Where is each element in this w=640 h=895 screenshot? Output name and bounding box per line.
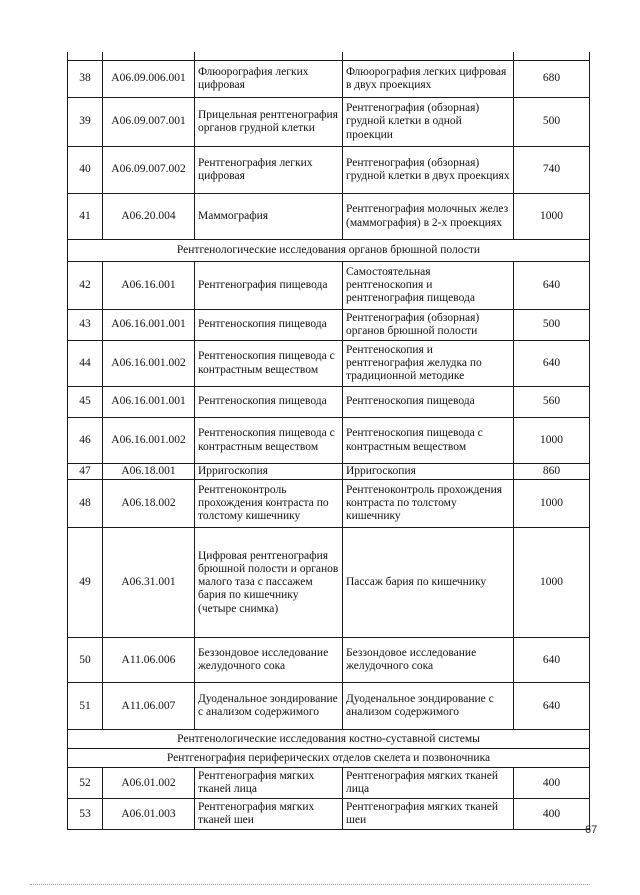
service-price: 640 [514,341,590,387]
service-description: Рентгеноконтроль прохождения контраста по толстому кишечнику [343,480,514,528]
service-price: 1000 [514,528,590,638]
service-code: A06.18.001 [103,464,195,480]
service-description: Рентгенография молочных желез (маммография) в 2-х проекциях [343,194,514,240]
service-code: A06.01.002 [103,768,195,799]
service-name: Ирригоскопия [195,464,343,480]
service-description: Пассаж бария по кишечнику [343,528,514,638]
service-price: 680 [514,61,590,98]
service-price: 500 [514,98,590,147]
service-name: Флюорография легких цифровая [195,61,343,98]
service-name: Цифровая рентгенография брюшной полости и органов малого таза с пассажем бария по кишечнику (четыре снимка) [195,528,343,638]
service-code: A11.06.007 [103,683,195,730]
table-row [68,528,590,638]
row-number: 38 [68,61,103,98]
page-number: 67 [585,824,598,836]
service-description: Рентгеноскопия и рентгенография желудка по традиционной методике [343,341,514,387]
row-number: 52 [68,768,103,799]
row-number: 53 [68,799,103,830]
section-header-row [68,749,590,768]
service-code: A06.16.001.002 [103,341,195,387]
service-description: Флюорография легких цифровая в двух проекциях [343,61,514,98]
service-description: Рентгенография (обзорная) грудной клетки в двух проекциях [343,147,514,194]
price-table [67,52,590,830]
service-description: Рентгеноскопия пищевода с контрастным веществом [343,418,514,464]
section-title: Рентгенологические исследования органов брюшной полости [68,240,590,262]
service-description: Рентгенография (обзорная) грудной клетки в одной проекции [343,98,514,147]
service-code: A06.09.007.002 [103,147,195,194]
service-name: Рентгеноскопия пищевода с контрастным веществом [195,341,343,387]
service-code: A06.16.001 [103,262,195,310]
service-code: A06.18.002 [103,480,195,528]
service-price: 400 [514,768,590,799]
table-row [68,341,590,387]
service-description: Беззондовое исследование желудочного сока [343,638,514,683]
row-number: 39 [68,98,103,147]
service-description: Рентгеноскопия пищевода [343,387,514,418]
service-price: 860 [514,464,590,480]
service-price: 400 [514,799,590,830]
service-name: Рентгенография легких цифровая [195,147,343,194]
service-name: Рентгеноскопия пищевода [195,387,343,418]
section-header-row [68,730,590,749]
service-name: Рентгенография пищевода [195,262,343,310]
row-number: 46 [68,418,103,464]
row-number: 50 [68,638,103,683]
table-row [68,262,590,310]
service-code: A06.09.006.001 [103,61,195,98]
table-row [68,61,590,98]
service-description: Самостоятельная рентгеноскопия и рентгенография пищевода [343,262,514,310]
service-name: Беззондовое исследование желудочного сока [195,638,343,683]
row-number: 48 [68,480,103,528]
row-number: 49 [68,528,103,638]
table-row [68,387,590,418]
service-description: Дуоденальное зондирование с анализом содержимого [343,683,514,730]
service-description: Рентгенография мягких тканей шеи [343,799,514,830]
table-row [68,464,590,480]
table-row [68,194,590,240]
table-row [68,768,590,799]
section-title: Рентгенологические исследования костно-суставной системы [68,730,590,749]
service-name: Рентгенография мягких тканей шеи [195,799,343,830]
service-price: 1000 [514,480,590,528]
service-code: A11.06.006 [103,638,195,683]
service-name: Рентгенография мягких тканей лица [195,768,343,799]
service-name: Рентгеноскопия пищевода [195,310,343,341]
row-number: 43 [68,310,103,341]
service-code: A06.09.007.001 [103,98,195,147]
table-row [68,147,590,194]
service-price: 560 [514,387,590,418]
service-price: 1000 [514,418,590,464]
service-price: 1000 [514,194,590,240]
service-price: 740 [514,147,590,194]
service-price: 640 [514,638,590,683]
service-code: A06.01.003 [103,799,195,830]
service-description: Ирригоскопия [343,464,514,480]
section-title: Рентгенография периферических отделов скелета и позвоночника [68,749,590,768]
service-code: A06.31.001 [103,528,195,638]
service-name: Рентгеноскопия пищевода с контрастным веществом [195,418,343,464]
row-number: 41 [68,194,103,240]
service-code: A06.16.001.001 [103,310,195,341]
row-number: 44 [68,341,103,387]
table-row [68,418,590,464]
service-code: A06.16.001.001 [103,387,195,418]
service-name: Рентгеноконтроль прохождения контраста по толстому кишечнику [195,480,343,528]
service-price: 640 [514,683,590,730]
service-price: 640 [514,262,590,310]
row-number: 47 [68,464,103,480]
service-description: Рентгенография мягких тканей лица [343,768,514,799]
table-row [68,310,590,341]
service-name: Маммография [195,194,343,240]
table-row [68,799,590,830]
row-number: 40 [68,147,103,194]
row-number: 51 [68,683,103,730]
service-description: Рентгенография (обзорная) органов брюшной полости [343,310,514,341]
row-number: 42 [68,262,103,310]
service-name: Прицельная рентгенография органов грудной клетки [195,98,343,147]
service-price: 500 [514,310,590,341]
table-row [68,480,590,528]
table-row [68,683,590,730]
table-continuation-row [68,52,590,61]
section-header-row [68,240,590,262]
price-table-body [68,52,590,830]
service-code: A06.16.001.002 [103,418,195,464]
scan-edge-rule [30,884,590,885]
service-name: Дуоденальное зондирование с анализом содержимого [195,683,343,730]
row-number: 45 [68,387,103,418]
service-code: A06.20.004 [103,194,195,240]
table-row [68,638,590,683]
table-row [68,98,590,147]
